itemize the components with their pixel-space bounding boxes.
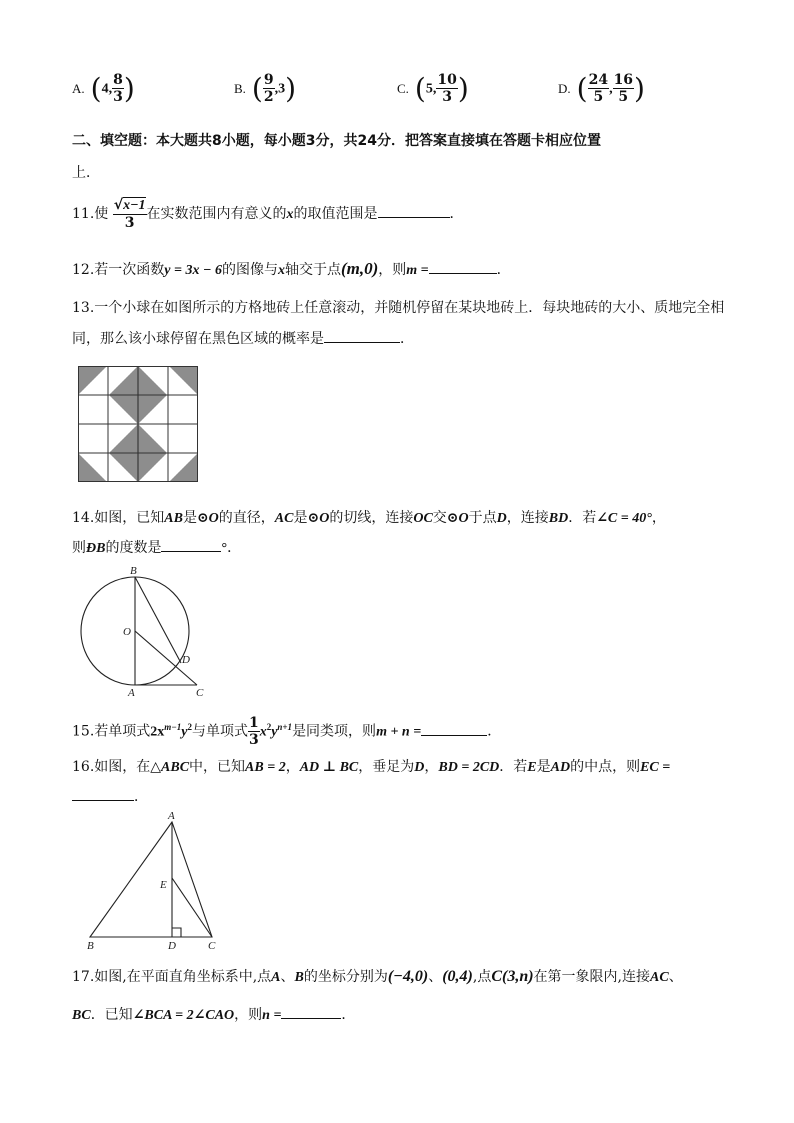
answer-blank-14[interactable] (161, 539, 221, 552)
question-11: 11.使 $\frac{√x-1}{3}$ 在实数范围内有意义的x的取值范围是 ． (72, 197, 464, 231)
choice-a: A. (4, $\frac{8}{3}$ ) (72, 72, 135, 105)
question-15: 15.若单项式$2x^{m-1}y^2$与单项式 $\frac{1}{3}$ $x^2y^{n+1}$是同类项，则m + n = ． (72, 715, 502, 748)
question-16-cont: ． (72, 786, 148, 806)
question-12: 12.若一次函数y = 3x − 6的图像与x轴交于点(m,0)，则m = ． (72, 259, 511, 278)
section-heading: 二、填空题：本大题共8小题，每小题3分，共24分．把答案直接填在答题卡相应位置 (72, 133, 601, 149)
label-a2: A (168, 810, 175, 822)
label-e: E (160, 879, 167, 891)
label-b2: B (87, 940, 94, 952)
triangle-figure (82, 810, 222, 952)
answer-blank-13[interactable] (324, 330, 400, 343)
answer-blank-16[interactable] (72, 788, 134, 801)
question-17: 17.如图,在平面直角坐标系中,点A、B的坐标分别为(−4,0)、(0,4),点C(3,n)在第一象限内,连接AC、 (72, 968, 683, 985)
question-17-cont: BC．已知∠BCA = 2∠CAO，则n = ． (72, 1007, 356, 1023)
answer-blank-11[interactable] (378, 205, 450, 218)
label-b: B (130, 565, 137, 577)
label-d: D (182, 654, 190, 666)
label-c: C (196, 687, 204, 699)
tile-figure (78, 366, 200, 484)
answer-blank-12[interactable] (429, 261, 497, 274)
question-13-cont: 同，那么该小球停留在黑色区域的概率是 ． (72, 331, 414, 347)
label-o: O (123, 626, 131, 638)
answer-blank-17[interactable] (281, 1006, 341, 1019)
question-16: 16.如图，在△ABC中，已知AB = 2，AD ⊥ BC，垂足为D，BD = 2CD．若E是AD的中点，则EC = (72, 759, 671, 775)
question-13: 13.一个小球在如图所示的方格地砖上任意滚动，并随机停留在某块地砖上．每块地砖的大小、质地完全相 (72, 300, 725, 316)
circle-figure (76, 563, 216, 699)
label-d2: D (168, 940, 176, 952)
section-heading-cont: 上． (72, 165, 100, 181)
label-c2: C (208, 940, 216, 952)
question-14: 14.如图，已知AB是⊙O的直径，AC是⊙O的切线，连接OC交⊙O于点D，连接BD．若∠C = 40°， (72, 510, 666, 526)
question-14-cont: 则ÐB的度数是 °． (72, 540, 242, 556)
answer-blank-15[interactable] (421, 723, 487, 736)
choice-b: B. ( $\frac{9}{2}$ ,3) (234, 72, 297, 105)
choice-d: D. ( $\frac{24}{5}$ , $\frac{16}{5}$ ) (558, 72, 645, 105)
label-a: A (128, 687, 135, 699)
choice-c: C. (5, $\frac{10}{3}$ ) (397, 72, 469, 105)
